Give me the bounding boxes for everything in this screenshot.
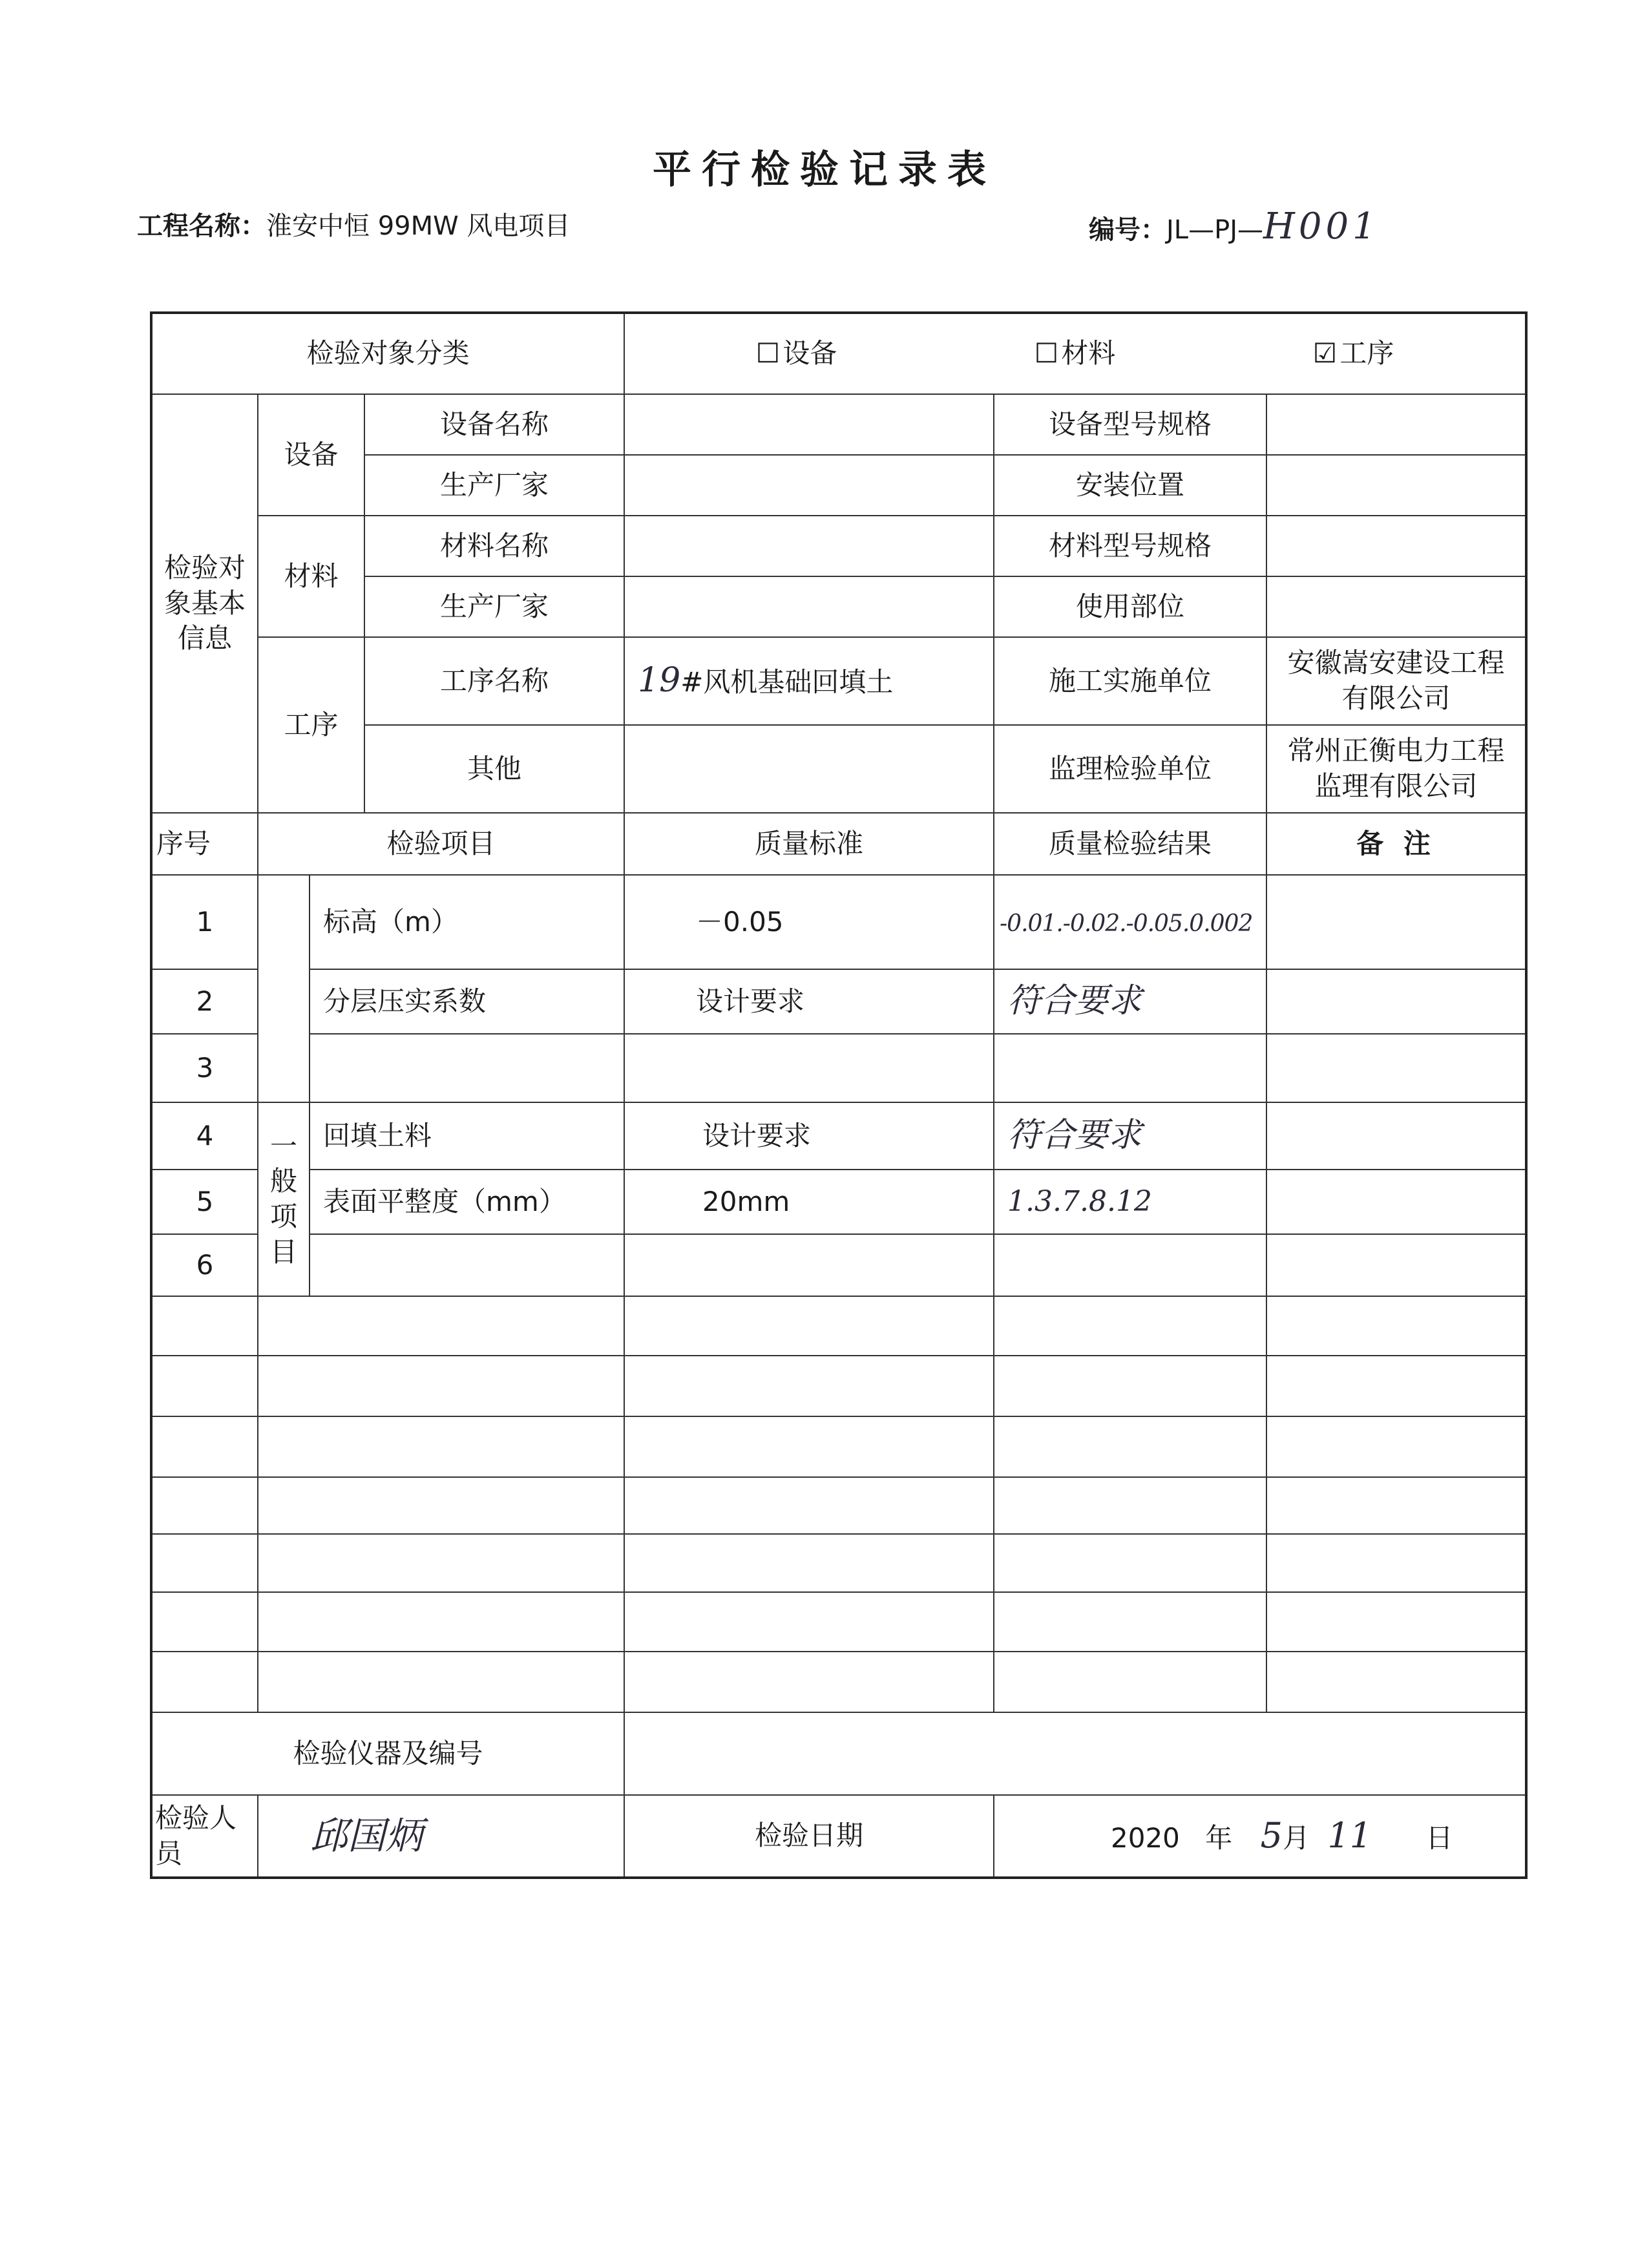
basic-info-line: 象基本 xyxy=(163,587,246,619)
blank-cell[interactable] xyxy=(258,1416,624,1477)
general-items-char: 般 xyxy=(269,1165,297,1197)
item-result-handwritten: 符合要求 xyxy=(1007,982,1142,1021)
equipment-maker-value[interactable] xyxy=(624,455,994,516)
general-items-char: 一 xyxy=(269,1129,297,1162)
process-row-1 xyxy=(151,637,1526,725)
blank-cell[interactable] xyxy=(994,1296,1266,1356)
process-group-label: 工序 xyxy=(258,637,364,813)
item-name: 回填土料 xyxy=(310,1102,624,1170)
option-label: 工序 xyxy=(1339,337,1394,370)
item-row xyxy=(151,1170,1526,1234)
blank-cell[interactable] xyxy=(994,1534,1266,1592)
blank-cell[interactable] xyxy=(1266,1416,1526,1477)
material-usage-label: 使用部位 xyxy=(994,576,1266,637)
blank-cell[interactable] xyxy=(258,1477,624,1534)
blank-cell[interactable] xyxy=(1266,1592,1526,1652)
material-usage-value[interactable] xyxy=(1266,576,1526,637)
blank-cell[interactable] xyxy=(258,1296,624,1356)
item-subgroup-blank xyxy=(258,875,310,1102)
supervisor-line: 常州正衡电力工程 xyxy=(1287,735,1505,767)
blank-cell[interactable] xyxy=(624,1477,994,1534)
equipment-group-label: 设备 xyxy=(258,394,364,516)
category-options xyxy=(624,313,1526,394)
item-seq: 4 xyxy=(151,1102,258,1170)
date-month-unit: 月 xyxy=(1283,1822,1310,1854)
blank-cell[interactable] xyxy=(624,1416,994,1477)
blank-row xyxy=(151,1652,1526,1712)
equipment-location-value[interactable] xyxy=(1266,455,1526,516)
item-remark[interactable] xyxy=(1266,969,1526,1034)
blank-cell[interactable] xyxy=(1266,1534,1526,1592)
option-label: 设备 xyxy=(782,337,837,370)
blank-cell[interactable] xyxy=(1266,1477,1526,1534)
blank-cell[interactable] xyxy=(151,1296,258,1356)
item-row xyxy=(151,1234,1526,1296)
blank-cell[interactable] xyxy=(151,1416,258,1477)
checkbox-icon: ☐ xyxy=(1034,337,1059,370)
process-name-text: #风机基础回填土 xyxy=(680,666,894,698)
item-row xyxy=(151,1034,1526,1102)
equipment-name-label: 设备名称 xyxy=(364,394,624,455)
inspection-table xyxy=(150,311,1528,1879)
blank-row xyxy=(151,1416,1526,1477)
item-standard: 设计要求 xyxy=(624,969,994,1034)
item-result[interactable] xyxy=(994,875,1266,969)
result-header: 质量检验结果 xyxy=(994,813,1266,875)
general-items-char: 项 xyxy=(269,1201,297,1232)
contractor-line: 安徽嵩安建设工程 xyxy=(1287,647,1505,679)
item-name xyxy=(310,1034,624,1102)
number-prefix: JL—PJ— xyxy=(1166,215,1263,245)
checkbox-icon: ☐ xyxy=(755,337,781,370)
basic-info-label xyxy=(151,394,258,813)
inspector-label: 检验人员 xyxy=(151,1795,258,1878)
item-standard: 设计要求 xyxy=(624,1102,994,1170)
option-equipment[interactable] xyxy=(756,336,837,372)
item-seq: 6 xyxy=(151,1234,258,1296)
option-process[interactable] xyxy=(1313,336,1394,372)
blank-cell[interactable] xyxy=(151,1652,258,1712)
blank-cell[interactable] xyxy=(258,1356,624,1416)
item-standard xyxy=(624,1034,994,1102)
other-value[interactable] xyxy=(624,725,994,813)
item-name: 分层压实系数 xyxy=(310,969,624,1034)
item-result-handwritten: 1.3.7.8.12 xyxy=(1007,1185,1152,1219)
blank-cell[interactable] xyxy=(624,1296,994,1356)
item-result[interactable] xyxy=(994,1102,1266,1170)
instrument-value[interactable] xyxy=(624,1712,1526,1795)
inspector-signature-handwritten: 邱国炳 xyxy=(310,1813,423,1858)
item-name: 标高（m） xyxy=(310,875,624,969)
item-result-handwritten: 符合要求 xyxy=(1007,1116,1142,1155)
category-row xyxy=(151,313,1526,394)
other-label: 其他 xyxy=(364,725,624,813)
equipment-model-label: 设备型号规格 xyxy=(994,394,1266,455)
project-label: 工程名称： xyxy=(137,211,266,241)
material-name-value[interactable] xyxy=(624,516,994,576)
item-remark[interactable] xyxy=(1266,1234,1526,1296)
material-group-label: 材料 xyxy=(258,516,364,637)
number-handwritten: H001 xyxy=(1263,205,1380,247)
blank-cell[interactable] xyxy=(1266,1296,1526,1356)
process-name-value[interactable] xyxy=(624,637,994,725)
equipment-model-value[interactable] xyxy=(1266,394,1526,455)
supervisor-line: 监理有限公司 xyxy=(1314,770,1478,802)
signature-row xyxy=(151,1795,1526,1878)
blank-row xyxy=(151,1356,1526,1416)
items-header-row xyxy=(151,813,1526,875)
equipment-name-value[interactable] xyxy=(624,394,994,455)
item-remark[interactable] xyxy=(1266,875,1526,969)
item-result[interactable] xyxy=(994,1234,1266,1296)
item-result[interactable] xyxy=(994,1034,1266,1102)
supervisor-label: 监理检验单位 xyxy=(994,725,1266,813)
blank-cell[interactable] xyxy=(151,1534,258,1592)
item-row xyxy=(151,1102,1526,1170)
blank-cell[interactable] xyxy=(258,1652,624,1712)
inspector-signature[interactable] xyxy=(258,1795,624,1878)
equipment-row-1 xyxy=(151,394,1526,455)
item-result[interactable] xyxy=(994,1170,1266,1234)
material-maker-value[interactable] xyxy=(624,576,994,637)
general-items-char: 目 xyxy=(269,1235,297,1268)
blank-cell[interactable] xyxy=(151,1477,258,1534)
item-row xyxy=(151,969,1526,1034)
supervisor-value xyxy=(1266,725,1526,813)
item-header: 检验项目 xyxy=(258,813,624,875)
blank-cell[interactable] xyxy=(1266,1356,1526,1416)
blank-cell[interactable] xyxy=(624,1356,994,1416)
blank-cell[interactable] xyxy=(1266,1652,1526,1712)
item-remark[interactable] xyxy=(1266,1102,1526,1170)
standard-header: 质量标准 xyxy=(624,813,994,875)
contractor-line: 有限公司 xyxy=(1341,682,1451,714)
contractor-label: 施工实施单位 xyxy=(994,637,1266,725)
blank-cell[interactable] xyxy=(624,1592,994,1652)
blank-cell[interactable] xyxy=(624,1534,994,1592)
general-items-label xyxy=(258,1102,310,1296)
blank-row xyxy=(151,1296,1526,1356)
material-model-value[interactable] xyxy=(1266,516,1526,576)
item-seq: 3 xyxy=(151,1034,258,1102)
date-day: 11 xyxy=(1327,1815,1372,1856)
item-seq: 1 xyxy=(151,875,258,969)
item-seq: 5 xyxy=(151,1170,258,1234)
blank-row xyxy=(151,1592,1526,1652)
contractor-value xyxy=(1266,637,1526,725)
blank-cell[interactable] xyxy=(994,1652,1266,1712)
item-result[interactable] xyxy=(994,969,1266,1034)
material-model-label: 材料型号规格 xyxy=(994,516,1266,576)
form-title: 平行检验记录表 xyxy=(653,147,996,193)
category-label: 检验对象分类 xyxy=(151,313,624,394)
date-year-unit: 年 xyxy=(1205,1822,1233,1854)
process-name-handwritten: 19 xyxy=(638,661,681,700)
item-name: 表面平整度（mm） xyxy=(310,1170,624,1234)
instrument-label: 检验仪器及编号 xyxy=(151,1712,624,1795)
item-standard xyxy=(624,1234,994,1296)
blank-row xyxy=(151,1534,1526,1592)
seq-header: 序号 xyxy=(151,813,258,875)
basic-info-line: 检验对 xyxy=(163,552,246,584)
item-row xyxy=(151,875,1526,969)
material-row-1 xyxy=(151,516,1526,576)
blank-cell[interactable] xyxy=(151,1592,258,1652)
item-standard: －0.05 xyxy=(624,875,994,969)
material-name-label: 材料名称 xyxy=(364,516,624,576)
equipment-location-label: 安装位置 xyxy=(994,455,1266,516)
option-label: 材料 xyxy=(1061,337,1116,370)
item-standard: 20mm xyxy=(624,1170,994,1234)
project-name: 淮安中恒 99MW 风电项目 xyxy=(266,211,571,241)
date-day-unit: 日 xyxy=(1425,1822,1453,1854)
project-header xyxy=(137,205,570,242)
blank-cell[interactable] xyxy=(994,1477,1266,1534)
blank-cell[interactable] xyxy=(994,1416,1266,1477)
material-maker-label: 生产厂家 xyxy=(364,576,624,637)
process-name-label: 工序名称 xyxy=(364,637,624,725)
item-seq: 2 xyxy=(151,969,258,1034)
date-year: 2020 xyxy=(1111,1822,1180,1854)
option-material[interactable] xyxy=(1035,336,1116,372)
blank-row xyxy=(151,1477,1526,1534)
checked-checkbox-icon: ☑ xyxy=(1312,337,1338,370)
equipment-maker-label: 生产厂家 xyxy=(364,455,624,516)
blank-cell[interactable] xyxy=(258,1592,624,1652)
date-month: 5 xyxy=(1260,1815,1283,1856)
item-name xyxy=(310,1234,624,1296)
blank-cell[interactable] xyxy=(258,1534,624,1592)
blank-cell[interactable] xyxy=(994,1356,1266,1416)
item-remark[interactable] xyxy=(1266,1170,1526,1234)
date-value[interactable] xyxy=(994,1795,1526,1878)
basic-info-line: 信息 xyxy=(177,622,232,655)
remark-header: 备 注 xyxy=(1266,813,1526,875)
instrument-row xyxy=(151,1712,1526,1795)
item-remark[interactable] xyxy=(1266,1034,1526,1102)
blank-cell[interactable] xyxy=(994,1592,1266,1652)
number-header xyxy=(1089,205,1380,247)
blank-cell[interactable] xyxy=(624,1652,994,1712)
number-label: 编号： xyxy=(1089,215,1166,245)
item-result-handwritten: -0.01.-0.02.-0.05.0.002 xyxy=(1000,910,1253,937)
date-label: 检验日期 xyxy=(624,1795,994,1878)
blank-cell[interactable] xyxy=(151,1356,258,1416)
